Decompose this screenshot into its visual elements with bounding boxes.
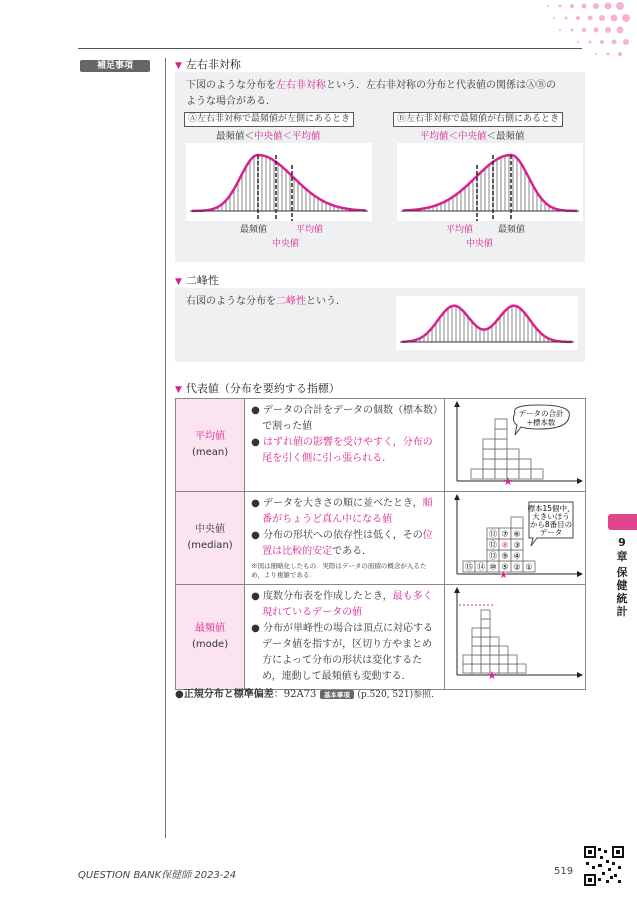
section-heading-bimodal: ▼ 二峰性: [175, 274, 219, 287]
header-rule: [78, 48, 582, 49]
column-divider: [165, 58, 166, 838]
histogram-box: [499, 646, 508, 655]
median-header: 中央値 (median): [176, 492, 245, 585]
median-bubble-line1: 標本15個中，: [527, 504, 575, 513]
mean-bubble-line1: データの合計: [518, 409, 564, 418]
median-rank: ③: [513, 540, 521, 550]
star-icon: ★: [502, 475, 513, 487]
footer-title: QUESTION BANK保健師 2023-24: [78, 870, 237, 881]
histogram-box: [495, 419, 507, 429]
chapter-title: 保健統計: [616, 566, 628, 618]
median-bubble-line3: から8番目の: [529, 520, 573, 529]
histogram-box: [481, 628, 490, 637]
asymmetry-intro: 下図のような分布を左右非対称という．左右非対称の分布と代表値の関係はⒶⒷの ような場合がある．: [186, 80, 556, 107]
histogram-box: [481, 637, 490, 646]
mean-header: 平均値 (mean): [176, 399, 245, 492]
median-rank: ⑩: [489, 562, 497, 572]
median-rank: ②: [513, 562, 521, 572]
histogram-box: [495, 429, 507, 439]
basic-badge: 基本事項: [320, 690, 354, 699]
mode-description: ● 度数分布表を作成したとき，最も多く現れているデータの値 ● 分布が単峰性の場合は頂点に対応するデータ値を指すが，区切り方やまとめ方によって分布の形状は変化するため，連動して最頻値も変動する．: [245, 585, 445, 690]
mode-figure: [444, 585, 585, 690]
median-rank: ⑥: [513, 529, 521, 539]
histogram-box: [471, 469, 483, 479]
mode-histogram: [445, 585, 585, 681]
histogram-box: [508, 655, 517, 664]
histogram-box: [483, 459, 495, 469]
case-b-mode-label: 最頻値: [498, 225, 526, 235]
triangle-icon: ▼: [175, 61, 182, 71]
mean-description: ● データの合計をデータの個数（標本数）で割った値 ● はずれ値の影響を受けやすく，分布の尾を引く側に引っ張られる．: [245, 399, 445, 492]
triangle-icon: ▼: [175, 277, 182, 287]
histogram-box: [507, 449, 519, 459]
case-b-mean-label: 平均値: [446, 225, 474, 235]
median-rank: ①: [525, 562, 533, 572]
histogram-box: [507, 459, 519, 469]
histogram-box: [490, 637, 499, 646]
mean-figure: [444, 399, 585, 492]
median-rank: ⑫: [488, 540, 497, 550]
histogram-box: [481, 655, 490, 664]
section-heading-asymmetry: ▼ 左右非対称: [175, 58, 241, 71]
triangle-icon: ▼: [175, 385, 182, 395]
median-rank: ⑦: [501, 529, 509, 539]
chapter-label: 9 章 保健統計: [616, 536, 628, 618]
case-a-median-label: 中央値: [272, 239, 300, 249]
case-b-title: Ⓑ左右非対称で最頻値が右側にあるとき: [393, 112, 563, 127]
section-heading-representative: ▼ 代表値（分布を要約する指標）: [175, 382, 340, 395]
histogram-box: [495, 439, 507, 449]
case-b-median-label: 中央値: [466, 239, 494, 249]
median-rank: ⑤: [501, 562, 509, 572]
histogram-box: [472, 646, 481, 655]
median-rank: ⑬: [488, 551, 497, 561]
decorative-dots: [420, 0, 637, 70]
supplement-badge: 補足事項: [80, 60, 150, 72]
representative-values-table: [175, 398, 586, 690]
page-number: 519: [554, 866, 574, 877]
histogram-box: [472, 655, 481, 664]
median-description: ● データを大きさの順に並べたとき，順番がちょうど真ん中になる値 ● 分布の形状への依存性は低く，その位置は比較的安定である． ※図は簡略化したもの．実際はデータの面積の概念が入るため，より複雑である．: [245, 492, 445, 585]
histogram-box: [463, 655, 472, 664]
median-rank: ⑭: [476, 562, 485, 572]
median-histogram: [445, 492, 585, 580]
histogram-box: [483, 439, 495, 449]
histogram-box: [508, 664, 517, 673]
case-a-title: Ⓐ左右非対称で最頻値が左側にあるとき: [184, 112, 354, 127]
histogram-box: [499, 664, 508, 673]
histogram-box: [531, 469, 543, 479]
normal-distribution-ref: ●正規分布と標準偏差：92A73 基本事項 (p.520, 521)参照.: [175, 689, 434, 700]
median-rank: ⑨: [501, 551, 509, 561]
histogram-box: [481, 646, 490, 655]
median-rank: ⑪: [488, 529, 497, 539]
histogram-box: [472, 664, 481, 673]
chapter-tab: [608, 514, 637, 530]
histogram-box: [483, 449, 495, 459]
histogram-box: [519, 469, 531, 479]
histogram-box: [483, 469, 495, 479]
case-a-mode-label: 最頻値: [240, 225, 268, 235]
histogram-box: [463, 664, 472, 673]
case-a-mean-label: 平均値: [296, 225, 324, 235]
histogram-box: [490, 655, 499, 664]
histogram-box: [490, 646, 499, 655]
histogram-box: [472, 628, 481, 637]
star-icon: ★: [486, 669, 497, 681]
median-rank: ⑧: [501, 540, 509, 550]
median-rank: ④: [513, 551, 521, 561]
case-b-chart: [397, 143, 583, 221]
qr-code-icon: [584, 846, 624, 886]
histogram-box: [472, 637, 481, 646]
median-bubble-line2: 大きいほう: [532, 512, 570, 521]
star-icon: ★: [498, 570, 508, 580]
median-box: [511, 517, 523, 528]
mean-bubble-line2: ÷標本数: [526, 418, 556, 427]
mean-histogram: [445, 399, 585, 487]
histogram-box: [481, 610, 490, 619]
bimodal-text: 右図のような分布を二峰性という．: [186, 296, 346, 307]
case-b-relation: 平均値＜中央値＜最頻値: [420, 131, 525, 142]
median-bubble-line4: データ: [539, 528, 563, 537]
case-a-relation: 最頻値＜中央値＜平均値: [216, 131, 321, 142]
median-figure: [444, 492, 585, 585]
case-a-chart: [186, 143, 372, 221]
histogram-box: [517, 664, 526, 673]
histogram-box: [495, 459, 507, 469]
bimodal-chart: [396, 296, 578, 350]
median-rank: ⑮: [464, 562, 473, 572]
mode-header: 最頻値 (mode): [176, 585, 245, 690]
histogram-box: [481, 619, 490, 628]
histogram-box: [519, 459, 531, 469]
histogram-box: [499, 655, 508, 664]
histogram-box: [495, 449, 507, 459]
